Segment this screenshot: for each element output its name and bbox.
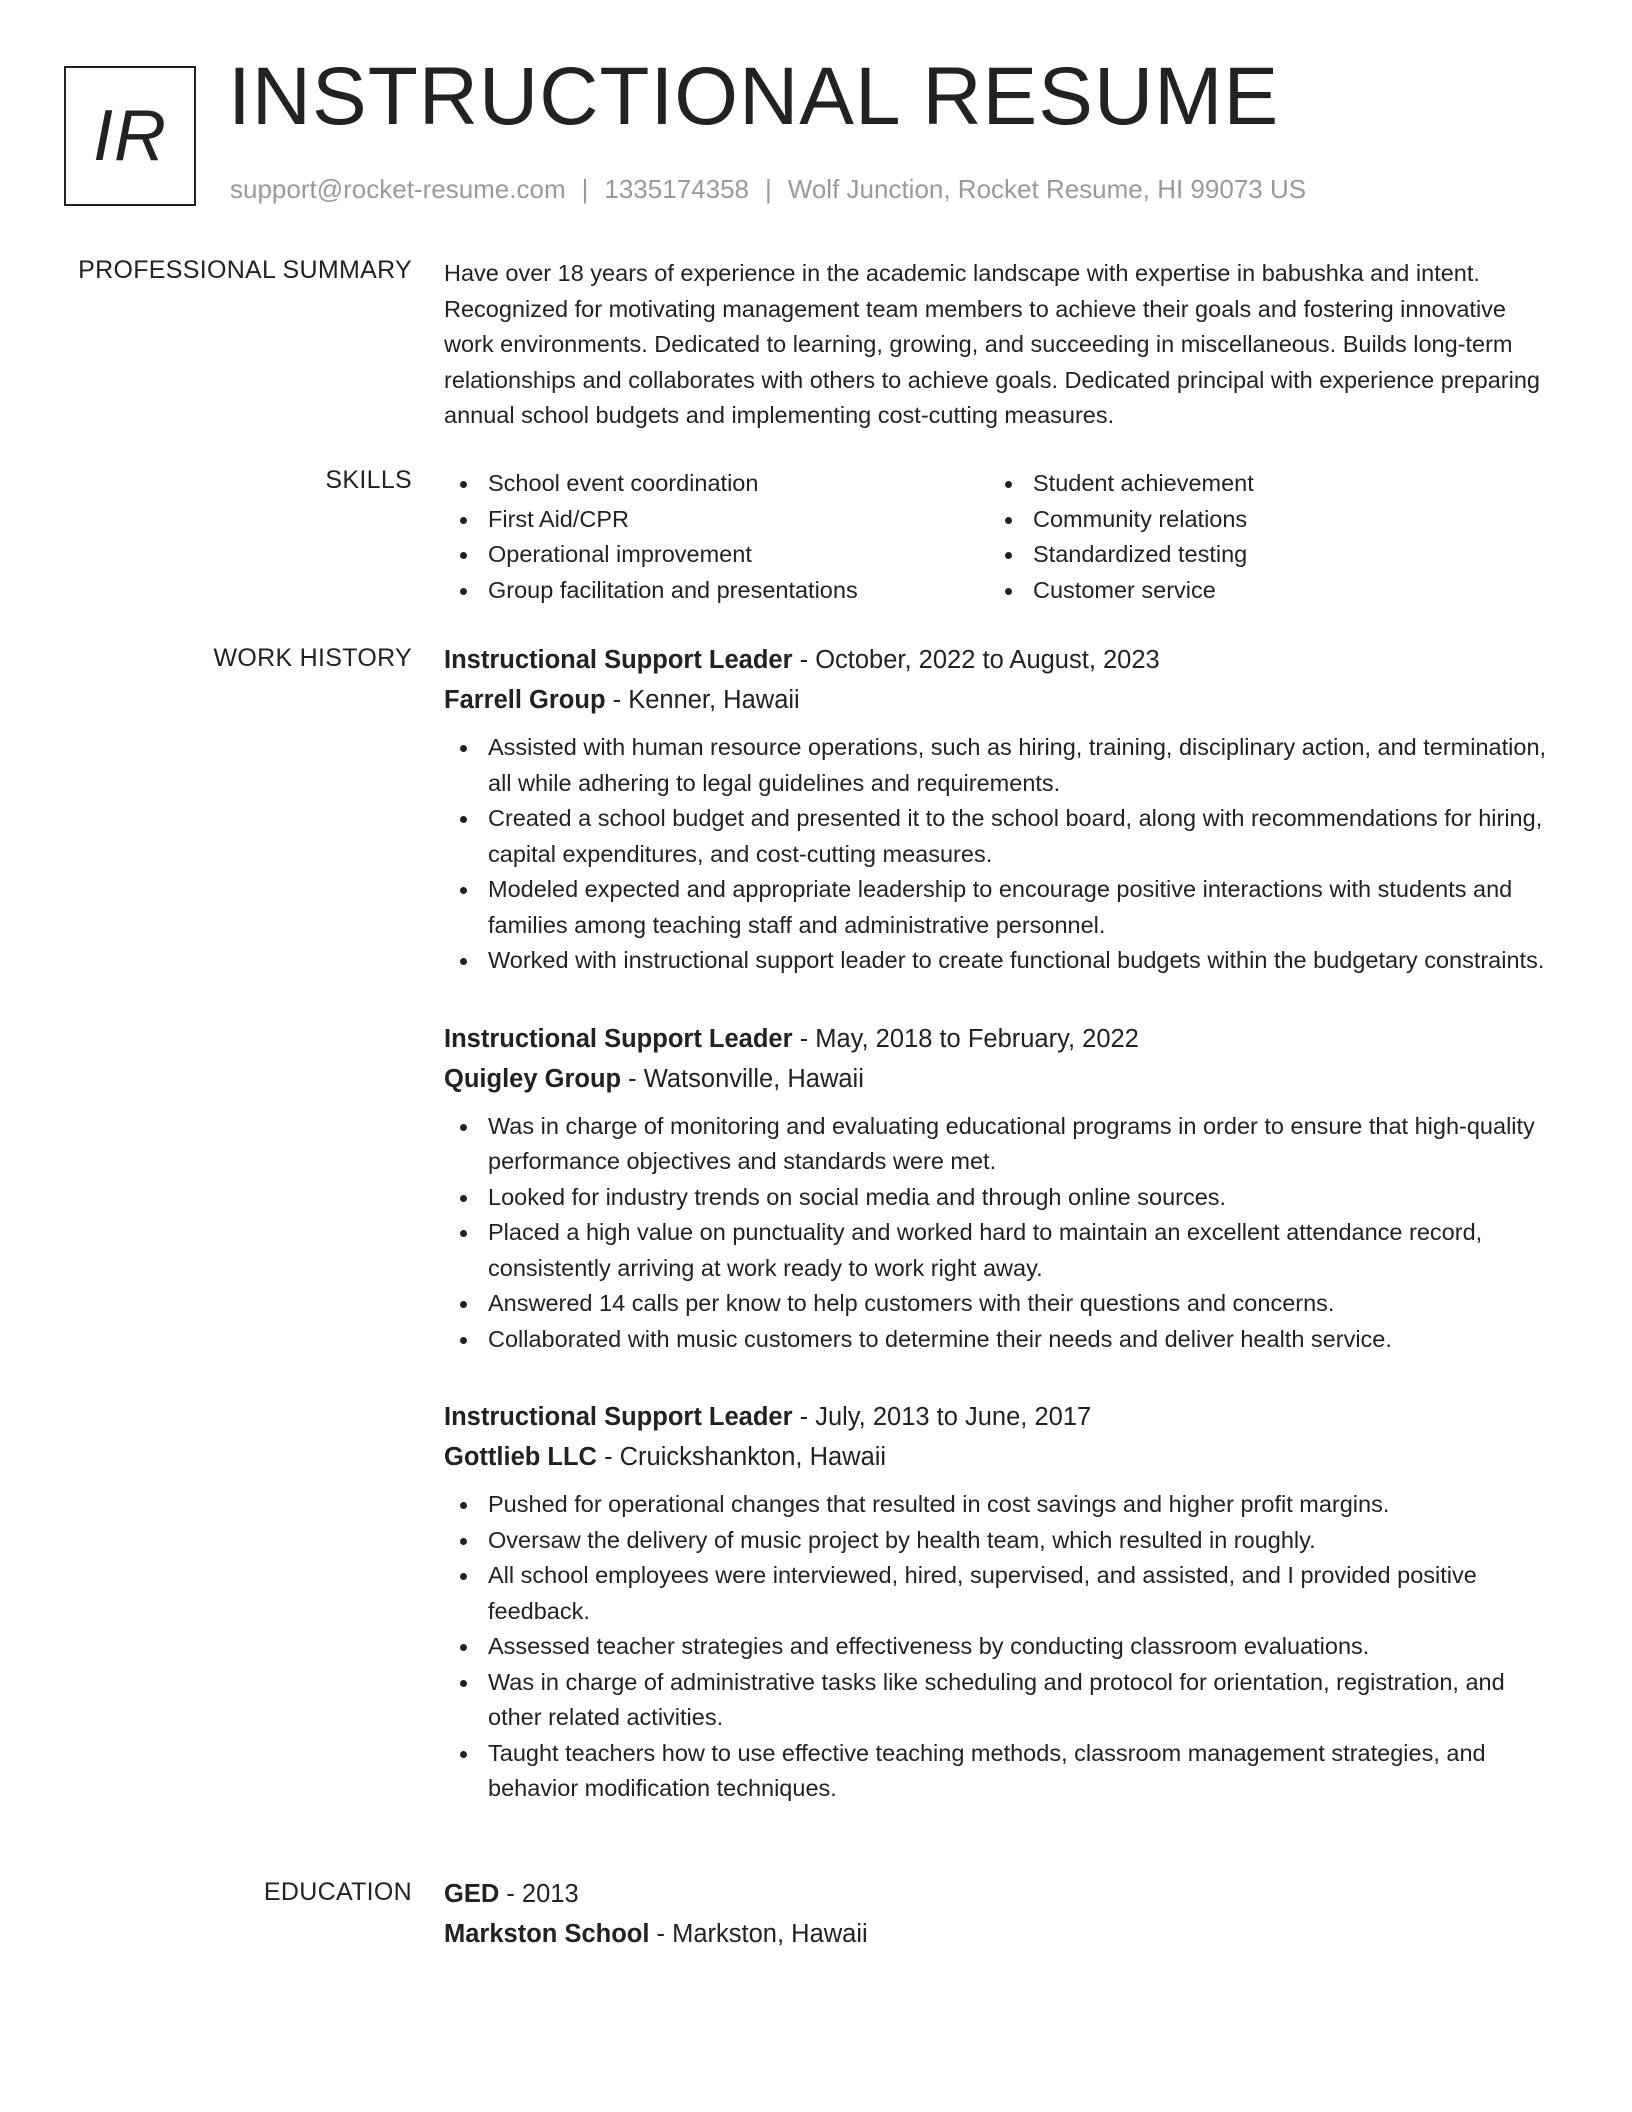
job-entry: [444, 1019, 1554, 1358]
skill-item: Community relations: [989, 502, 1534, 538]
education-degree: GED: [444, 1880, 500, 1908]
job-company: Farrell Group: [444, 686, 606, 714]
job-dates: - July, 2013 to June, 2017: [792, 1403, 1092, 1431]
skill-item: School event coordination: [444, 466, 989, 502]
job-bullet: Pushed for operational changes that resulted in cost savings and higher profit margins.: [444, 1487, 1554, 1523]
contact-line: [230, 174, 1306, 205]
skills-left-list: [444, 466, 989, 608]
contact-separator: |: [765, 174, 772, 204]
job-bullet: Worked with instructional support leader to create functional budgets within the budgetary constraints.: [444, 943, 1554, 979]
contact-address: Wolf Junction, Rocket Resume, HI 99073 US: [787, 174, 1307, 204]
job-bullet: Assessed teacher strategies and effectiveness by conducting classroom evaluations.: [444, 1629, 1554, 1665]
job-bullet: Assisted with human resource operations, such as hiring, training, disciplinary action, and termination, all while adhering to legal guidelines and requirements.: [444, 730, 1554, 801]
contact-separator: |: [581, 174, 589, 204]
job-bullets: [444, 730, 1554, 979]
job-entry: [444, 640, 1554, 979]
job-location: - Cruickshankton, Hawaii: [596, 1443, 887, 1471]
job-bullets: [444, 1109, 1554, 1358]
job-bullet: Taught teachers how to use effective teaching methods, classroom management strategies, and behavior modification techniques.: [444, 1736, 1554, 1807]
job-company-line: [444, 1059, 1554, 1099]
skill-item: Student achievement: [989, 466, 1534, 502]
skill-item: First Aid/CPR: [444, 502, 989, 538]
job-title-line: [444, 1019, 1554, 1059]
job-company-line: [444, 680, 1554, 720]
job-bullet: All school employees were interviewed, hired, supervised, and assisted, and I provided positive feedback.: [444, 1558, 1554, 1629]
job-bullet: Looked for industry trends on social media and through online sources.: [444, 1180, 1554, 1216]
job-role: Instructional Support Leader: [444, 1024, 793, 1053]
skill-item: Standardized testing: [989, 537, 1534, 573]
job-company: Quigley Group: [444, 1064, 622, 1093]
education-body: [444, 1874, 1554, 1954]
resume-name: INSTRUCTIONAL RESUME: [228, 51, 1280, 142]
education-location: - Markston, Hawaii: [649, 1920, 868, 1948]
job-bullet: Created a school budget and presented it to the school board, along with recommendations for hiring, capital expenditures, and cost-cutting measures.: [444, 801, 1554, 872]
education-degree-line: [444, 1874, 1554, 1914]
job-bullet: Collaborated with music customers to determine their needs and deliver health service.: [444, 1322, 1554, 1358]
summary-heading: PROFESSIONAL SUMMARY: [78, 256, 412, 284]
education-year: - 2013: [499, 1880, 579, 1908]
job-bullet: Placed a high value on punctuality and worked hard to maintain an excellent attendance record, consistently arriving at work ready to work right away.: [444, 1215, 1554, 1286]
job-bullets: [444, 1487, 1554, 1807]
job-title-line: [444, 640, 1554, 680]
education-heading: EDUCATION: [263, 1878, 412, 1906]
education-school: Markston School: [444, 1920, 650, 1948]
job-bullet: Was in charge of monitoring and evaluating educational programs in order to ensure that high-quality performance objectives and standards were met.: [444, 1109, 1554, 1180]
education-school-line: [444, 1914, 1554, 1954]
work-history-heading: WORK HISTORY: [213, 644, 412, 672]
summary-text: Have over 18 years of experience in the academic landscape with expertise in babushka and intent. Recognized for motivating management team members to achieve their goals and fostering innovative work environments. Dedicated to learning, growing, and succeeding in miscellaneous. Builds long-term relationships and collaborates with others to achieve goals. Dedicated principal with experience preparing annual school budgets and implementing cost-cutting measures.: [444, 260, 1540, 428]
job-bullet: Modeled expected and appropriate leadership to encourage positive interactions with students and families among teaching staff and administrative personnel.: [444, 872, 1554, 943]
monogram-logo: IR: [64, 66, 196, 206]
skills-right-list: [989, 466, 1534, 608]
contact-email: support@rocket-resume.com: [230, 174, 566, 204]
skill-item: Operational improvement: [444, 537, 989, 573]
job-role: Instructional Support Leader: [444, 1403, 793, 1431]
skills-body: [444, 466, 1554, 608]
job-entry: [444, 1397, 1554, 1807]
job-location: - Kenner, Hawaii: [605, 686, 800, 714]
summary-body: [444, 256, 1554, 434]
skill-item: Customer service: [989, 573, 1534, 609]
job-bullet: Oversaw the delivery of music project by health team, which resulted in roughly.: [444, 1523, 1554, 1559]
skill-item: Group facilitation and presentations: [444, 573, 989, 609]
job-dates: - October, 2022 to August, 2023: [792, 646, 1160, 674]
work-history-body: [444, 640, 1554, 1847]
job-dates: - May, 2018 to February, 2022: [792, 1024, 1139, 1053]
job-title-line: [444, 1397, 1554, 1437]
contact-phone: 1335174358: [604, 174, 749, 204]
job-role: Instructional Support Leader: [444, 646, 793, 674]
job-location: - Watsonville, Hawaii: [621, 1064, 864, 1093]
job-company-line: [444, 1437, 1554, 1477]
job-company: Gottlieb LLC: [444, 1443, 597, 1471]
job-bullet: Was in charge of administrative tasks like scheduling and protocol for orientation, registration, and other related activities.: [444, 1665, 1554, 1736]
skills-heading: SKILLS: [325, 466, 412, 494]
job-bullet: Answered 14 calls per know to help customers with their questions and concerns.: [444, 1286, 1554, 1322]
